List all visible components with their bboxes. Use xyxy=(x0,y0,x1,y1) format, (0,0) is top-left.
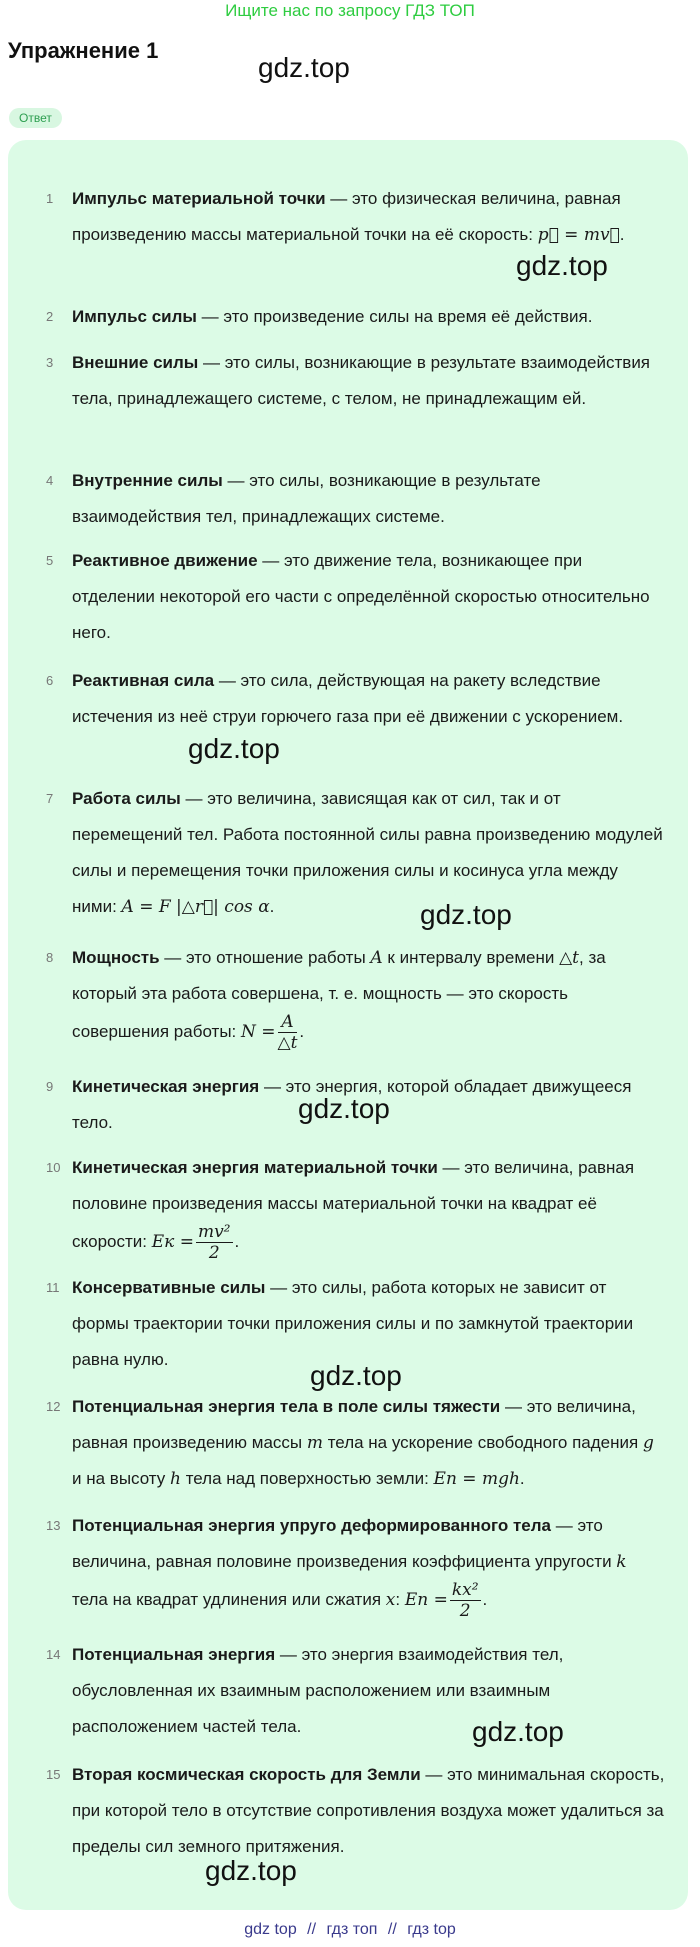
formula-lhs: Eк = xyxy=(151,1231,194,1252)
list-item xyxy=(72,543,667,651)
item-text: — это величина, равная произведению массы xyxy=(72,1397,636,1452)
item-text: — это величина, зависящая как от сил, так и от перемещений тел. Работа постоянной силы равна произведению модулей силы и перемещения точки приложения силы и косинуса угла между ними: xyxy=(72,789,663,916)
item-number: 6 xyxy=(46,673,54,688)
item-term: Реактивная сила xyxy=(72,671,215,690)
item-number: 14 xyxy=(46,1647,61,1662)
list-item xyxy=(72,1757,667,1865)
fraction-numerator: A xyxy=(278,1012,298,1033)
item-term: Консервативные силы xyxy=(72,1278,266,1297)
footer-link[interactable]: гдз топ xyxy=(326,1921,378,1938)
symbol: g xyxy=(642,1433,654,1453)
item-end: . xyxy=(519,1469,525,1488)
item-text: — это энергия взаимодействия тел, обусловленная их взаимным расположением или взаимным расположением частей тела. xyxy=(72,1645,564,1736)
watermark: gdz.top xyxy=(258,52,350,83)
item-number: 13 xyxy=(46,1518,61,1533)
item-term: Кинетическая энергия материальной точки xyxy=(72,1158,438,1177)
watermark: gdz.top xyxy=(205,1855,297,1886)
item-end: . xyxy=(299,1021,305,1041)
item-term: Импульс материальной точки xyxy=(72,189,326,208)
item-number: 8 xyxy=(46,950,54,965)
symbol: h xyxy=(170,1469,181,1489)
item-term: Потенциальная энергия упруго деформированного тела xyxy=(72,1516,552,1535)
footer-link[interactable]: гдз top xyxy=(407,1921,456,1938)
item-end: . xyxy=(234,1231,240,1251)
watermark: gdz.top xyxy=(188,733,280,764)
item-number: 12 xyxy=(46,1399,61,1414)
item-end: . xyxy=(269,897,275,916)
symbol: m xyxy=(306,1433,323,1453)
footer-separator: // xyxy=(307,1921,317,1938)
list-item xyxy=(72,940,667,1053)
item-number: 15 xyxy=(46,1767,61,1782)
item-term: Внутренние силы xyxy=(72,471,223,490)
list-item xyxy=(72,1150,667,1263)
item-text: — это величина, равная половине произведения массы материальной точки на квадрат её скорости: xyxy=(72,1158,635,1251)
list-item xyxy=(72,1508,667,1621)
symbol: k xyxy=(616,1552,627,1572)
fraction xyxy=(196,1222,233,1263)
list-item xyxy=(72,299,667,335)
watermark: gdz.top xyxy=(420,899,512,930)
footer-links xyxy=(0,1921,700,1939)
item-term: Потенциальная энергия тела в поле силы тяжести xyxy=(72,1397,501,1416)
item-text: к интервалу времени xyxy=(382,948,560,967)
item-text: — это энергия, которой обладает движущееся тело. xyxy=(72,1077,632,1132)
item-text: и на высоту xyxy=(72,1469,171,1488)
item-text: тела на ускорение свободного падения xyxy=(322,1433,643,1452)
list-item xyxy=(72,345,667,417)
item-term: Импульс силы xyxy=(72,307,197,326)
footer-separator: // xyxy=(387,1921,397,1938)
item-text: тела на квадрат удлинения или сжатия xyxy=(72,1589,386,1609)
item-number: 9 xyxy=(46,1079,54,1094)
top-banner: Ищите нас по запросу ГДЗ ТОП xyxy=(225,1,475,20)
fraction-numerator: kx² xyxy=(451,1580,479,1600)
watermark: gdz.top xyxy=(472,1716,564,1747)
list-item xyxy=(72,663,667,735)
item-number: 7 xyxy=(46,791,54,806)
item-text: — это сила, действующая на ракету вследствие истечения из неё струи горючего газа при её движении с ускорением. xyxy=(72,671,624,726)
item-term: Работа силы xyxy=(72,789,181,808)
item-term: Кинетическая энергия xyxy=(72,1077,260,1096)
item-term: Внешние силы xyxy=(72,353,199,372)
item-text: — это силы, возникающие в результате взаимодействия тела, принадлежащего системе, с телом, не принадлежащим ей. xyxy=(72,353,651,408)
formula: Eп = mgh xyxy=(433,1469,520,1489)
item-text: — это произведение силы на время её действия. xyxy=(196,307,593,326)
list-item xyxy=(72,1389,667,1497)
item-text: тела над поверхностью земли: xyxy=(180,1469,434,1488)
formula-lhs: N = xyxy=(240,1021,276,1042)
item-text: — это минимальная скорость, при которой тело в отсутствие сопротивления воздуха может удалиться за пределы сил земного притяжения. xyxy=(72,1765,665,1856)
item-text: — это силы, возникающие в результате взаимодействия тел, принадлежащих системе. xyxy=(72,471,541,526)
item-number: 4 xyxy=(46,473,54,488)
formula: A = F |△r⃗| cos α xyxy=(121,897,270,917)
item-number: 10 xyxy=(46,1160,61,1175)
symbol: △t xyxy=(559,948,579,968)
item-text: — это движение тела, возникающее при отделении некоторой его части с определённой скоростью относительно него. xyxy=(72,551,650,642)
item-text: — это величина, равная половине произведения коэффициента упругости xyxy=(72,1516,617,1571)
item-number: 5 xyxy=(46,553,54,568)
item-text: , за который эта работа совершена, т. е. мощность — это скорость совершения работы: xyxy=(72,948,606,1041)
item-end: . xyxy=(619,225,625,244)
fraction-numerator: mv² xyxy=(197,1222,231,1242)
page-title: Упражнение 1 xyxy=(8,38,159,63)
footer-link[interactable]: gdz top xyxy=(244,1921,297,1938)
answer-badge[interactable]: Ответ xyxy=(9,108,62,128)
fraction-denominator: 2 xyxy=(459,1601,471,1621)
item-term: Реактивное движение xyxy=(72,551,258,570)
item-term: Мощность xyxy=(72,948,160,967)
fraction xyxy=(450,1580,481,1621)
item-term: Потенциальная энергия xyxy=(72,1645,276,1664)
watermark: gdz.top xyxy=(298,1093,390,1124)
list-item xyxy=(72,781,667,925)
symbol: A xyxy=(370,948,383,968)
item-number: 11 xyxy=(46,1280,60,1295)
item-text: — это силы, работа которых не зависит от формы траектории точки приложения силы и по замкнутой траектории равна нулю. xyxy=(72,1278,634,1369)
list-item xyxy=(72,181,667,253)
formula: p⃗ = mv⃗ xyxy=(537,225,620,245)
item-text: — это отношение работы xyxy=(159,948,371,967)
watermark: gdz.top xyxy=(310,1360,402,1391)
item-number: 3 xyxy=(46,355,54,370)
item-number: 2 xyxy=(46,309,54,324)
item-term: Вторая космическая скорость для Земли xyxy=(72,1765,421,1784)
item-text: : xyxy=(395,1589,405,1609)
symbol: x xyxy=(385,1589,396,1610)
list-item xyxy=(72,463,667,535)
fraction xyxy=(278,1012,298,1053)
fraction-denominator: 2 xyxy=(208,1243,220,1263)
item-number: 1 xyxy=(46,191,54,206)
watermark: gdz.top xyxy=(516,250,608,281)
fraction-denominator: △t xyxy=(277,1033,298,1053)
list-item xyxy=(72,1637,667,1745)
item-end: . xyxy=(482,1589,488,1609)
formula-lhs: Eп = xyxy=(404,1589,448,1610)
item-text: — это физическая величина, равная произведению массы материальной точки на её скорость: xyxy=(72,189,621,244)
